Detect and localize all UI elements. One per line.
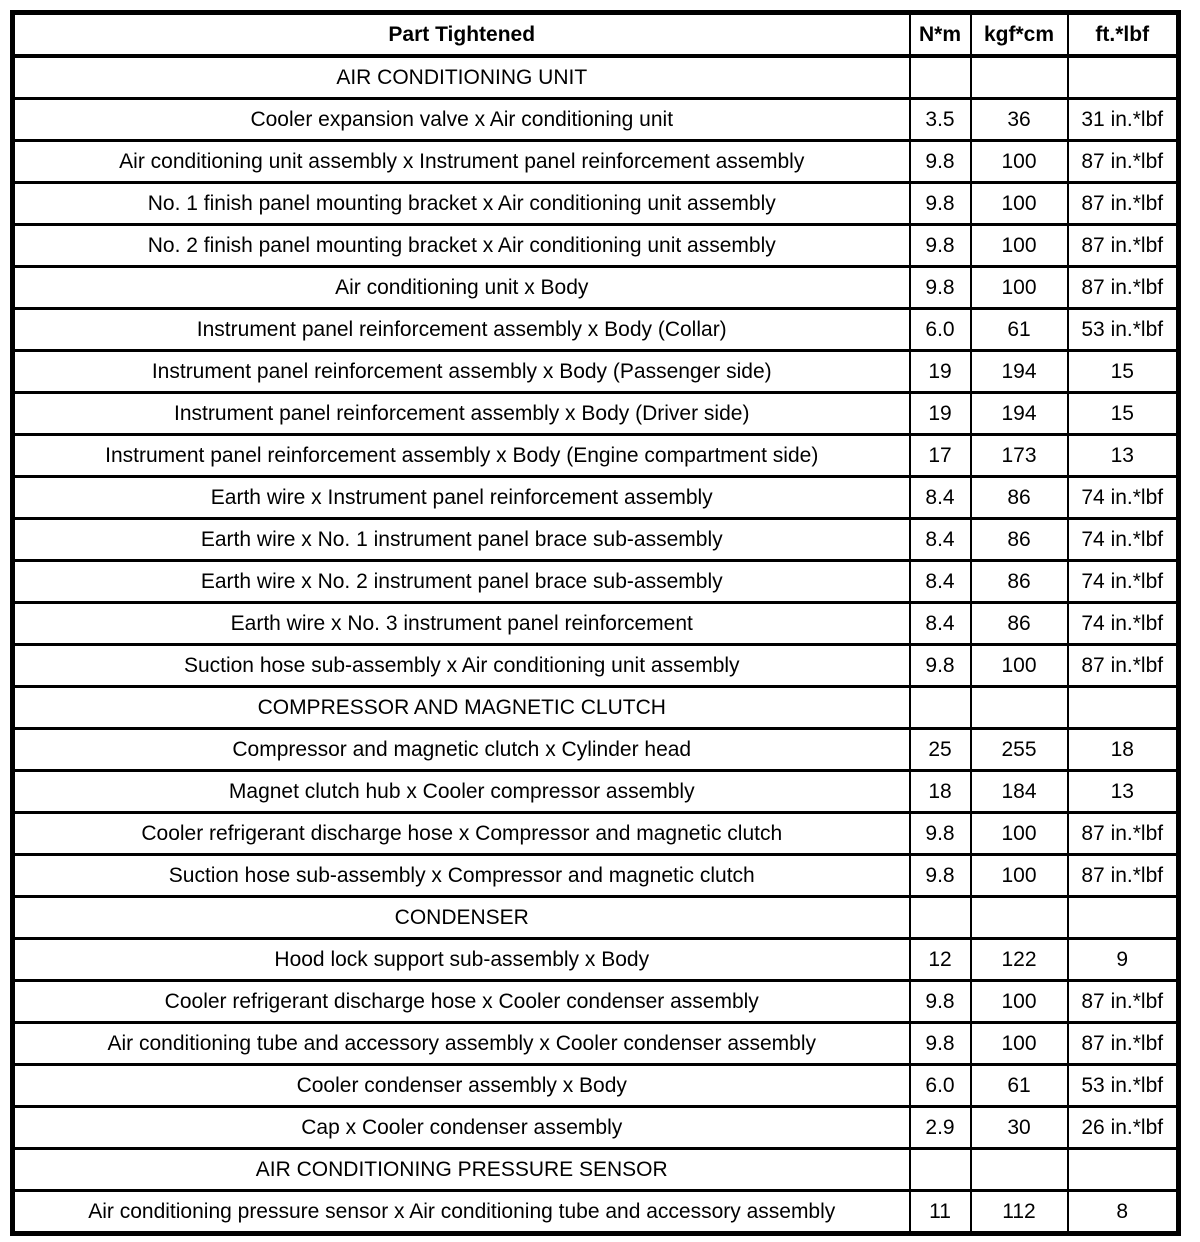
- ftlbf-cell: [1068, 687, 1179, 729]
- kgfcm-cell: 184: [971, 771, 1068, 813]
- kgfcm-cell: 100: [971, 855, 1068, 897]
- kgfcm-cell: 86: [971, 603, 1068, 645]
- table-row: [13, 183, 1179, 225]
- ftlbf-cell: 87 in.*lbf: [1068, 225, 1179, 267]
- nm-cell: 6.0: [910, 309, 971, 351]
- nm-cell: 19: [910, 351, 971, 393]
- table-row: [13, 981, 1179, 1023]
- kgfcm-cell: 30: [971, 1107, 1068, 1149]
- part-cell: COMPRESSOR AND MAGNETIC CLUTCH: [13, 687, 910, 729]
- nm-cell: 9.8: [910, 645, 971, 687]
- nm-cell: 6.0: [910, 1065, 971, 1107]
- nm-cell: 8.4: [910, 561, 971, 603]
- nm-cell: 9.8: [910, 267, 971, 309]
- part-cell: AIR CONDITIONING PRESSURE SENSOR: [13, 1149, 910, 1191]
- part-cell: Earth wire x No. 2 instrument panel brace sub-assembly: [13, 561, 910, 603]
- col-header-nm: N*m: [910, 13, 971, 57]
- part-cell: Air conditioning pressure sensor x Air conditioning tube and accessory assembly: [13, 1191, 910, 1234]
- header-row: [13, 13, 1179, 57]
- col-header-kgfcm: kgf*cm: [971, 13, 1068, 57]
- ftlbf-cell: 74 in.*lbf: [1068, 477, 1179, 519]
- ftlbf-cell: 87 in.*lbf: [1068, 141, 1179, 183]
- kgfcm-cell: 36: [971, 99, 1068, 141]
- part-cell: Suction hose sub-assembly x Air conditioning unit assembly: [13, 645, 910, 687]
- table-row: [13, 855, 1179, 897]
- kgfcm-cell: 255: [971, 729, 1068, 771]
- table-row: [13, 603, 1179, 645]
- part-cell: Air conditioning tube and accessory assembly x Cooler condenser assembly: [13, 1023, 910, 1065]
- kgfcm-cell: 100: [971, 1023, 1068, 1065]
- table-row: [13, 477, 1179, 519]
- col-header-part-tightened: Part Tightened: [13, 13, 910, 57]
- table-row: [13, 141, 1179, 183]
- part-cell: AIR CONDITIONING UNIT: [13, 56, 910, 99]
- table-row: [13, 771, 1179, 813]
- ftlbf-cell: 15: [1068, 393, 1179, 435]
- kgfcm-cell: 86: [971, 519, 1068, 561]
- ftlbf-cell: 31 in.*lbf: [1068, 99, 1179, 141]
- ftlbf-cell: 13: [1068, 435, 1179, 477]
- nm-cell: 8.4: [910, 603, 971, 645]
- part-cell: Cooler refrigerant discharge hose x Compressor and magnetic clutch: [13, 813, 910, 855]
- kgfcm-cell: [971, 1149, 1068, 1191]
- section-header-row: [13, 687, 1179, 729]
- table-header: [13, 13, 1179, 57]
- kgfcm-cell: [971, 687, 1068, 729]
- nm-cell: 2.9: [910, 1107, 971, 1149]
- kgfcm-cell: 100: [971, 225, 1068, 267]
- section-header-row: [13, 56, 1179, 99]
- table-row: [13, 267, 1179, 309]
- kgfcm-cell: [971, 56, 1068, 99]
- kgfcm-cell: 100: [971, 981, 1068, 1023]
- ftlbf-cell: 74 in.*lbf: [1068, 519, 1179, 561]
- nm-cell: 9.8: [910, 183, 971, 225]
- part-cell: Cap x Cooler condenser assembly: [13, 1107, 910, 1149]
- part-cell: Magnet clutch hub x Cooler compressor assembly: [13, 771, 910, 813]
- kgfcm-cell: 61: [971, 309, 1068, 351]
- kgfcm-cell: 61: [971, 1065, 1068, 1107]
- part-cell: Cooler refrigerant discharge hose x Cooler condenser assembly: [13, 981, 910, 1023]
- kgfcm-cell: 86: [971, 477, 1068, 519]
- part-cell: Instrument panel reinforcement assembly x Body (Engine compartment side): [13, 435, 910, 477]
- nm-cell: 18: [910, 771, 971, 813]
- nm-cell: 9.8: [910, 141, 971, 183]
- kgfcm-cell: 100: [971, 645, 1068, 687]
- part-cell: Earth wire x No. 3 instrument panel reinforcement: [13, 603, 910, 645]
- table-row: [13, 939, 1179, 981]
- torque-spec-table: [10, 10, 1181, 1236]
- kgfcm-cell: 194: [971, 351, 1068, 393]
- kgfcm-cell: 86: [971, 561, 1068, 603]
- table-row: [13, 1065, 1179, 1107]
- part-cell: Air conditioning unit assembly x Instrument panel reinforcement assembly: [13, 141, 910, 183]
- nm-cell: 25: [910, 729, 971, 771]
- section-header-row: [13, 1149, 1179, 1191]
- kgfcm-cell: [971, 897, 1068, 939]
- nm-cell: 3.5: [910, 99, 971, 141]
- ftlbf-cell: 87 in.*lbf: [1068, 813, 1179, 855]
- table-row: [13, 435, 1179, 477]
- table-row: [13, 645, 1179, 687]
- table-row: [13, 225, 1179, 267]
- kgfcm-cell: 122: [971, 939, 1068, 981]
- table-row: [13, 1023, 1179, 1065]
- table-row: [13, 351, 1179, 393]
- nm-cell: 11: [910, 1191, 971, 1234]
- table-row: [13, 99, 1179, 141]
- nm-cell: 19: [910, 393, 971, 435]
- nm-cell: 17: [910, 435, 971, 477]
- ftlbf-cell: 26 in.*lbf: [1068, 1107, 1179, 1149]
- ftlbf-cell: 13: [1068, 771, 1179, 813]
- ftlbf-cell: [1068, 56, 1179, 99]
- ftlbf-cell: 87 in.*lbf: [1068, 645, 1179, 687]
- ftlbf-cell: 74 in.*lbf: [1068, 561, 1179, 603]
- col-header-ftlbf: ft.*lbf: [1068, 13, 1179, 57]
- part-cell: CONDENSER: [13, 897, 910, 939]
- part-cell: Suction hose sub-assembly x Compressor and magnetic clutch: [13, 855, 910, 897]
- table-row: [13, 1191, 1179, 1234]
- part-cell: Air conditioning unit x Body: [13, 267, 910, 309]
- kgfcm-cell: 100: [971, 813, 1068, 855]
- part-cell: Cooler expansion valve x Air conditioning unit: [13, 99, 910, 141]
- part-cell: Cooler condenser assembly x Body: [13, 1065, 910, 1107]
- kgfcm-cell: 100: [971, 141, 1068, 183]
- part-cell: Earth wire x No. 1 instrument panel brace sub-assembly: [13, 519, 910, 561]
- nm-cell: 9.8: [910, 855, 971, 897]
- kgfcm-cell: 100: [971, 267, 1068, 309]
- ftlbf-cell: [1068, 1149, 1179, 1191]
- ftlbf-cell: 53 in.*lbf: [1068, 1065, 1179, 1107]
- ftlbf-cell: 87 in.*lbf: [1068, 981, 1179, 1023]
- nm-cell: 9.8: [910, 225, 971, 267]
- nm-cell: [910, 56, 971, 99]
- nm-cell: 8.4: [910, 477, 971, 519]
- part-cell: Hood lock support sub-assembly x Body: [13, 939, 910, 981]
- kgfcm-cell: 173: [971, 435, 1068, 477]
- part-cell: No. 2 finish panel mounting bracket x Air conditioning unit assembly: [13, 225, 910, 267]
- ftlbf-cell: 9: [1068, 939, 1179, 981]
- nm-cell: 9.8: [910, 813, 971, 855]
- part-cell: Instrument panel reinforcement assembly x Body (Driver side): [13, 393, 910, 435]
- nm-cell: [910, 687, 971, 729]
- table-row: [13, 519, 1179, 561]
- part-cell: Instrument panel reinforcement assembly x Body (Collar): [13, 309, 910, 351]
- ftlbf-cell: 87 in.*lbf: [1068, 183, 1179, 225]
- table-row: [13, 309, 1179, 351]
- part-cell: Compressor and magnetic clutch x Cylinder head: [13, 729, 910, 771]
- nm-cell: [910, 897, 971, 939]
- ftlbf-cell: 8: [1068, 1191, 1179, 1234]
- part-cell: No. 1 finish panel mounting bracket x Air conditioning unit assembly: [13, 183, 910, 225]
- nm-cell: 9.8: [910, 981, 971, 1023]
- table-row: [13, 1107, 1179, 1149]
- nm-cell: 9.8: [910, 1023, 971, 1065]
- ftlbf-cell: 87 in.*lbf: [1068, 855, 1179, 897]
- nm-cell: 12: [910, 939, 971, 981]
- ftlbf-cell: 87 in.*lbf: [1068, 1023, 1179, 1065]
- ftlbf-cell: 15: [1068, 351, 1179, 393]
- part-cell: Instrument panel reinforcement assembly x Body (Passenger side): [13, 351, 910, 393]
- table-row: [13, 813, 1179, 855]
- kgfcm-cell: 194: [971, 393, 1068, 435]
- section-header-row: [13, 897, 1179, 939]
- table-row: [13, 393, 1179, 435]
- table-body: [13, 56, 1179, 1234]
- nm-cell: [910, 1149, 971, 1191]
- kgfcm-cell: 112: [971, 1191, 1068, 1234]
- table-row: [13, 729, 1179, 771]
- ftlbf-cell: 74 in.*lbf: [1068, 603, 1179, 645]
- ftlbf-cell: 87 in.*lbf: [1068, 267, 1179, 309]
- table-row: [13, 561, 1179, 603]
- ftlbf-cell: 18: [1068, 729, 1179, 771]
- part-cell: Earth wire x Instrument panel reinforcement assembly: [13, 477, 910, 519]
- nm-cell: 8.4: [910, 519, 971, 561]
- kgfcm-cell: 100: [971, 183, 1068, 225]
- ftlbf-cell: 53 in.*lbf: [1068, 309, 1179, 351]
- ftlbf-cell: [1068, 897, 1179, 939]
